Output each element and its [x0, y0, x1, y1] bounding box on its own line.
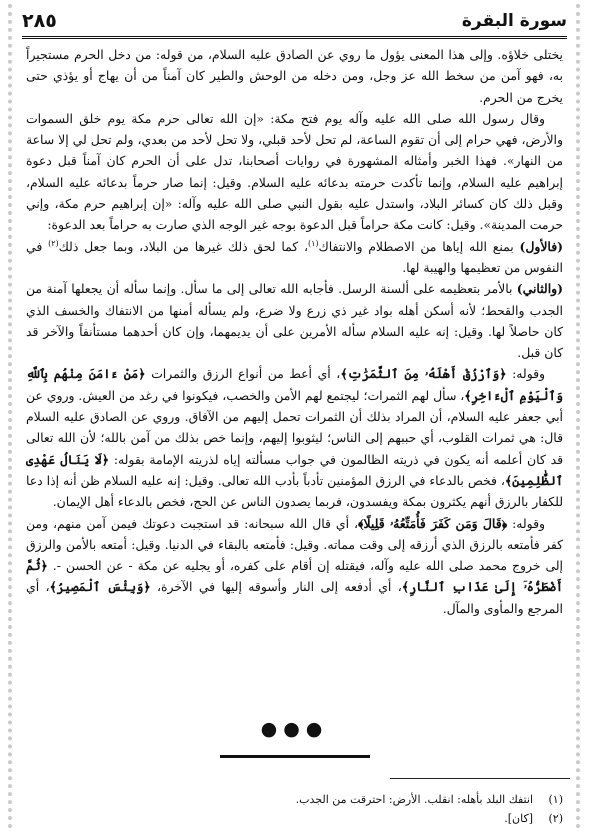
page-number: ٢٨٥: [22, 10, 57, 32]
quranic-verse: ﴿وَٱرْزُقْ أَهْلَهُۥ مِنَ ٱلثَّمَرَٰتِ﴾: [340, 366, 507, 382]
quranic-verse: (فالأول): [519, 238, 563, 254]
quranic-verse: ﴿لَا يَنَالُ عَهْدِى ٱلظَّٰلِمِينَ﴾: [26, 451, 563, 488]
paragraph: [26, 236, 563, 279]
body-text: [26, 44, 563, 619]
text-run: ، أي أعط من أنواع الرزق والثمرات: [145, 366, 341, 382]
quranic-verse: ﴿وَبِئْسَ ٱلْمَصِيرُ﴾: [49, 579, 151, 595]
text-run: ، سأل لهم الثمرات؛ ليجتمع لهم الأمن والخصب، فيكونوا في رغد من العيش. وروي عن أبي جعفر عليه السلام، أن المراد بذلك أن الثمرات تحمل إليهم من الآفاق. وروي عن الصادق عليه السلام قال: هي ثمرات القلوب، أي حببهم إلى الناس؛ ليثوبوا إليهم، وإنما خص بذلك من آمن بالله؛ لأن الله تعالى قد كان أعلمه أنه يكون في ذريته الظالمون في جواب مسألته إياه لذريته الإمامة بقوله:: [26, 387, 563, 467]
footnote-marker: (١): [307, 238, 319, 248]
footnotes: [26, 790, 563, 828]
text-run: ، أي أدفعه إلى النار وأسوقه إليها في الآخرة،: [150, 579, 402, 595]
text-run: ، أي قال الله سبحانه: قد استجبت دعوتك فيمن آمن منهم، ومن كفر فأمتعه بالرزق الذي أرزقه إلى وقت مماته. وقيل: فأمتعه بالبقاء في الدنيا. وقيل: أمتعه بالأمن والرزق إلى خروج محمد صلى الله عليه وآله، فيقتله إن أقام على كفره، أو يجليه عن مكة - عن الحسن -.: [26, 515, 563, 574]
text-run: وقوله:: [506, 366, 546, 382]
surah-title: سورة البقرة: [461, 11, 567, 31]
text-run: ، فخص بالدعاء في الرزق المؤمنين تأدباً بأدب الله تعالى. وقيل: إنه عليه السلام ظن أنه إذا دعا للكفار بالرزق أنهم يكثرون بمكة ويفسدون، فربما يصدون الناس عن الحج، فخص بالدعاء أهل الإيمان.: [26, 472, 563, 510]
footnote-item: [26, 809, 563, 828]
quranic-verse: (والثاني): [516, 281, 563, 297]
text-run: في النفوس من تعظيمها والهيبة لها.: [26, 238, 563, 275]
text-run: ، أي المرجع والمأوى والمآل.: [26, 579, 563, 616]
footnote-number: (١): [548, 793, 563, 806]
header-rule: [22, 36, 567, 39]
section-separator-dots: ●●●: [260, 718, 329, 740]
footnote-item: [26, 790, 563, 809]
quranic-verse: ﴿قَالَ وَمَن كَفَرَ فَأُمَتِّعُهُۥ قَلِيلًا﴾: [358, 515, 508, 531]
text-run: وقال رسول الله صلى الله عليه وآله يوم فتح مكة: «إن الله تعالى حرم مكة يوم خلق السموات والأرض، فهي حرام إلى أن تقوم الساعة، لم تحل لأحد قبلي، ولا تحل لأحد من بعدي، ولم تحل لي إلا ساعة من النهار». فهذا الخبر وأمثاله المشهورة في روايات أصحابنا، تدل على أن الحرم كان آمناً قبل دعوة إبراهيم عليه السلام، وإنما تأكدت حرمته بدعائه عليه السلام. وقيل: إنما صار حرماً بدعائه عليه السلام، وقبل ذلك كان كسائر البلاد، واستدل عليه بقول النبي صلى الله عليه وآله: «إن إبراهيم حرم مكة، وإني حرمت المدينة». وقيل: كانت مكة حراماً قبل الدعوة بوجه غير الوجه الذي صارت به حراماً بعد الدعوة:: [26, 110, 563, 233]
quranic-verse: ﴿مَنْ ءَامَنَ مِنْهُم بِٱللَّهِ وَٱلْيَوْمِ ٱلْءَاخِرِ﴾: [26, 366, 563, 403]
paragraph: [26, 278, 563, 363]
footnote-text: انتفك البلد بأهله: انقلب. الأرض: احترقت من الجدب.: [295, 793, 533, 806]
quranic-verse: ﴿ثُمَّ أَضْطَرُّهُۥٓ إِلَىٰ عَذَابِ ٱلنَّارِ﴾: [26, 558, 563, 595]
text-run: ، كما لحق ذلك غيرها من البلاد، وبما جعل ذلك: [58, 238, 308, 254]
paragraph: [26, 108, 563, 236]
text-run: بمنع الله إياها من الاصطلام والانتفاك: [318, 238, 520, 254]
footnote-marker: (٢): [48, 238, 59, 248]
text-run: يختلى خلاؤه. وإلى هذا المعنى يؤول ما روي عن الصادق عليه السلام، من قوله: من دخل الحرم مستجيراً به، فهو آمن من سخط الله عز وجل، ومن دخله من الوحش والطير كان آمناً من أن يهاج أو يؤذي حتى يخرج من الحرم.: [26, 47, 563, 105]
footnote-number: (٢): [548, 812, 563, 825]
page-header: [22, 6, 567, 36]
footnote-rule: [390, 778, 570, 779]
paragraph: [26, 363, 563, 512]
section-separator-bar: [0, 743, 589, 762]
footnote-text: [كان].: [504, 812, 533, 825]
text-run: بالأمر بتعظيمه على ألسنة الرسل. فأجابه الله تعالى إلى ما سأل. وإنما سأله أن يجعلها آمنة من الجدب والقحط؛ لأنه أسكن أهله بواد غير ذي زرع ولا ضرع، ولم يسأله أمنها من الانتفاك والخسف الذي كان حاصلاً لها. وقيل: إنه عليه السلام سأله الأمرين على أن يديمهما، وإن كان أحدهما مستأنفاً والآخر قد كان قبل.: [26, 281, 563, 361]
paragraph: [26, 44, 563, 108]
text-run: وقوله:: [507, 515, 545, 531]
paragraph: [26, 513, 563, 619]
